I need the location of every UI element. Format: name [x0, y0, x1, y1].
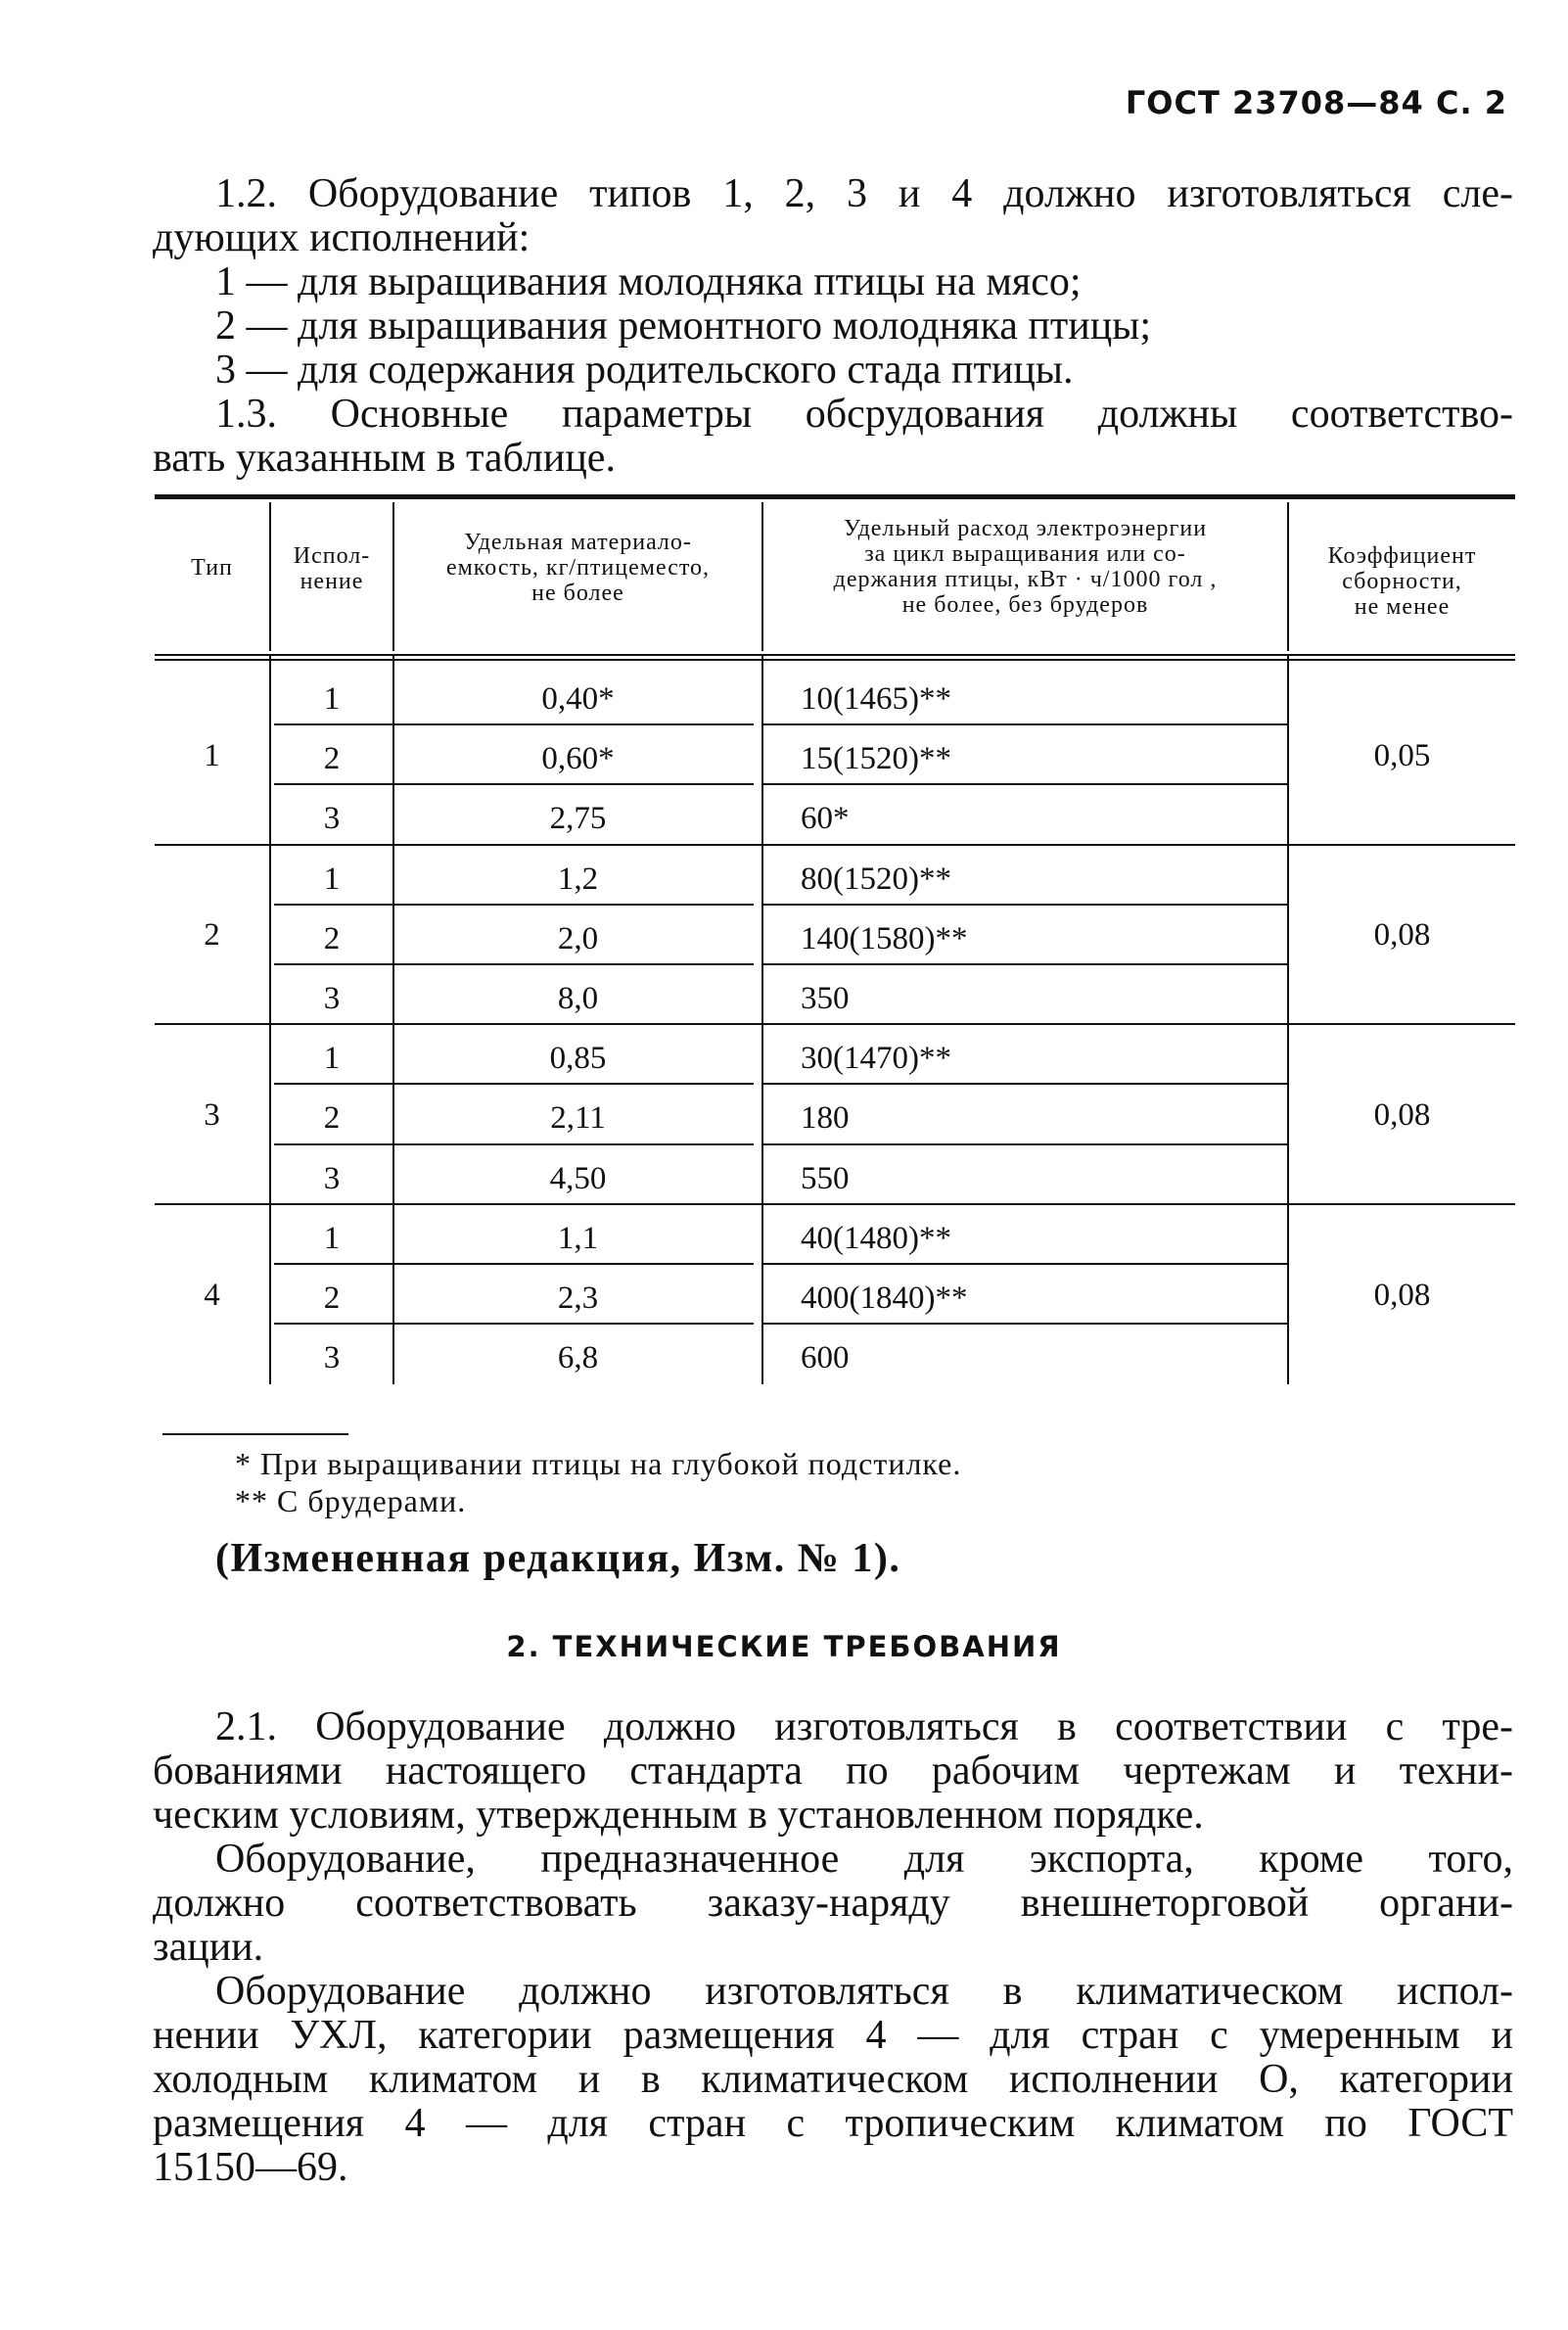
section2-line: 2.1. Оборудование должно изготовляться в соответствии с тре-: [215, 1704, 1513, 1749]
type-cell: 4: [204, 1277, 220, 1313]
section2-line: зации.: [153, 1925, 264, 1970]
row-rule: [274, 1143, 754, 1145]
execution-cell: 3: [323, 801, 341, 837]
execution-cell: 2: [323, 1281, 341, 1316]
material-cell: 2,75: [549, 801, 607, 837]
footnote-1: * При выращивании птицы на глубокой подстилке.: [235, 1446, 962, 1481]
section1-line: 1.2. Оборудование типов 1, 2, 3 и 4 должно изготовляться сле-: [215, 171, 1513, 216]
section1-line: 1 — для выращивания молодняка птицы на мясо;: [215, 259, 1082, 304]
execution-cell: 1: [323, 1041, 341, 1077]
energy-cell: 600: [801, 1340, 850, 1376]
type-cell: 1: [204, 737, 220, 773]
row-rule: [274, 783, 754, 785]
row-rule: [763, 1263, 1287, 1265]
section2-line: Оборудование должно изготовляться в климатическом испол-: [215, 1969, 1513, 2014]
row-rule: [763, 1323, 1287, 1325]
table-header-rule: [155, 654, 1515, 661]
header-type: Тип: [191, 555, 233, 581]
energy-cell: 15(1520)**: [801, 741, 951, 777]
coef-cell: 0,08: [1373, 1097, 1431, 1133]
table-top-rule: [155, 494, 1515, 499]
type-cell: 3: [204, 1097, 220, 1133]
row-rule: [274, 1263, 754, 1265]
section1-line: 2 — для выращивания ремонтного молодняка птицы;: [215, 303, 1152, 349]
section2-line: бованиями настоящего стандарта по рабочим чертежам и техни-: [153, 1748, 1513, 1794]
material-cell: 0,40*: [541, 681, 615, 717]
material-cell: 1,2: [557, 861, 599, 897]
energy-cell: 60*: [801, 801, 850, 837]
material-cell: 6,8: [557, 1340, 599, 1376]
execution-cell: 3: [323, 1340, 341, 1376]
section2-line: Оборудование, предназначенное для экспорта, кроме того,: [215, 1837, 1513, 1882]
energy-cell: 40(1480)**: [801, 1220, 951, 1256]
row-rule: [763, 783, 1287, 785]
execution-cell: 1: [323, 1220, 341, 1256]
row-rule: [274, 1323, 754, 1325]
material-cell: 2,3: [557, 1281, 599, 1316]
row-rule: [763, 963, 1287, 965]
energy-cell: 10(1465)**: [801, 681, 951, 717]
page-header: ГОСТ 23708—84 С. 2: [1125, 84, 1507, 121]
header-energy: Удельный расход электроэнергии за цикл выращивания или со- держания птицы, кВт · ч/1000 гол , не более, без брудеров: [833, 516, 1218, 618]
energy-cell: 30(1470)**: [801, 1041, 951, 1077]
parameters-table: [155, 494, 1515, 1415]
material-cell: 2,0: [557, 920, 599, 956]
group-rule: [155, 844, 1515, 846]
energy-cell: 400(1840)**: [801, 1281, 968, 1316]
footnote-rule: [162, 1433, 348, 1435]
execution-cell: 2: [323, 920, 341, 956]
footnote-2: ** С брудерами.: [235, 1483, 467, 1518]
section1-line: дующих исполнений:: [153, 215, 530, 260]
section2-title: 2. ТЕХНИЧЕСКИЕ ТРЕБОВАНИЯ: [506, 1630, 1062, 1663]
energy-cell: 350: [801, 981, 850, 1016]
group-rule: [155, 1023, 1515, 1025]
section1-line: 3 — для содержания родительского стада птицы.: [215, 348, 1074, 393]
section1-line: вать указанным в таблице.: [153, 436, 616, 481]
column-divider: [761, 656, 763, 1384]
row-rule: [763, 904, 1287, 906]
row-rule: [763, 1143, 1287, 1145]
execution-cell: 3: [323, 1160, 341, 1196]
section2-line: нении УХЛ, категории размещения 4 — для стран с умеренным и: [153, 2013, 1513, 2058]
type-cell: 2: [204, 917, 220, 954]
coef-cell: 0,08: [1373, 917, 1431, 954]
execution-cell: 1: [323, 681, 341, 717]
row-rule: [274, 723, 754, 725]
energy-cell: 180: [801, 1100, 850, 1137]
section2-line: должно соответствовать заказу-наряду внешнеторговой органи-: [153, 1881, 1513, 1926]
section2-line: 15150—69.: [153, 2145, 348, 2190]
execution-cell: 3: [323, 981, 341, 1016]
section2-line: размещения 4 — для стран с тропическим климатом по ГОСТ: [153, 2101, 1513, 2146]
execution-cell: 2: [323, 1100, 341, 1137]
material-cell: 0,85: [549, 1041, 607, 1077]
row-rule: [274, 963, 754, 965]
coef-cell: 0,05: [1373, 737, 1431, 773]
footnotes: [235, 1445, 961, 1519]
row-rule: [763, 723, 1287, 725]
header-execution: Испол- нение: [293, 543, 371, 594]
material-cell: 8,0: [557, 981, 599, 1016]
material-cell: 0,60*: [541, 741, 615, 777]
amendment-note: (Измененная редакция, Изм. № 1).: [215, 1536, 901, 1581]
header-material: Удельная материало- емкость, кг/птицеместо, не более: [445, 530, 711, 606]
coef-cell: 0,08: [1373, 1277, 1431, 1313]
section2-line: холодным климатом и в климатическом исполнении О, категории: [153, 2057, 1513, 2102]
material-cell: 4,50: [549, 1160, 607, 1196]
material-cell: 1,1: [557, 1220, 599, 1256]
execution-cell: 1: [323, 861, 341, 897]
row-rule: [274, 904, 754, 906]
section2-line: ческим условиям, утвержденным в установленном порядке.: [153, 1793, 1204, 1838]
section1-text: [153, 172, 1513, 481]
group-rule: [155, 1203, 1515, 1205]
section2-text: [153, 1705, 1513, 2190]
row-rule: [274, 1083, 754, 1085]
section1-line: 1.3. Основные параметры обсрудования должны соответство-: [215, 392, 1513, 437]
execution-cell: 2: [323, 741, 341, 777]
material-cell: 2,11: [550, 1100, 606, 1137]
energy-cell: 550: [801, 1160, 850, 1196]
row-rule: [763, 1083, 1287, 1085]
header-coef: Коэффициент сборности, не менее: [1327, 543, 1477, 620]
energy-cell: 80(1520)**: [801, 861, 951, 897]
energy-cell: 140(1580)**: [801, 920, 968, 956]
